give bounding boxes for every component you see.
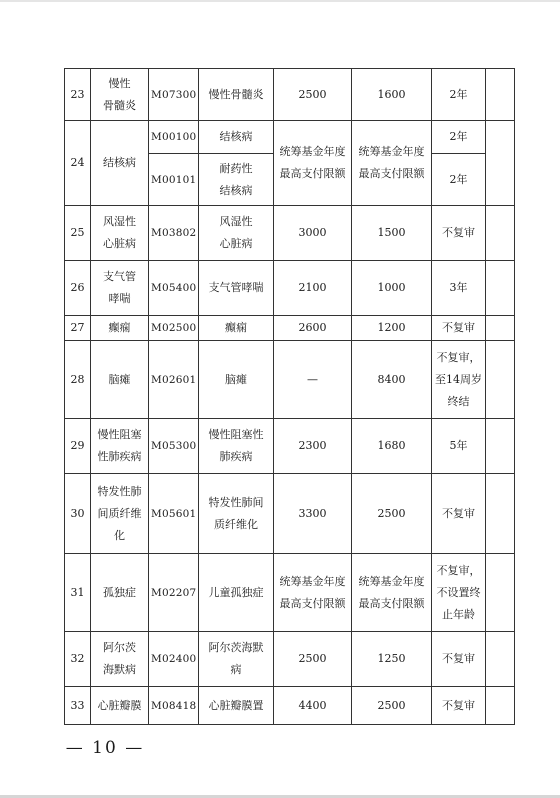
payment-cap: 统筹基金年度 最高支付限额: [352, 121, 432, 206]
disease-name: 风湿性 心脏病: [199, 206, 274, 261]
payment-cap: 1000: [352, 261, 432, 316]
disease-name: 支气管哮喘: [199, 261, 274, 316]
table-row: [65, 341, 515, 419]
fund-amount: —: [274, 341, 352, 419]
table-row: [65, 261, 515, 316]
blank-cell: [486, 69, 515, 121]
disease-category: 特发性肺 间质纤维 化: [91, 474, 149, 554]
blank-cell: [486, 121, 515, 206]
disease-category: 阿尔茨 海默病: [91, 632, 149, 687]
row-number: 28: [65, 341, 91, 419]
table-row: [65, 316, 515, 341]
disease-name: 结核病: [199, 121, 274, 154]
payment-cap: 2500: [352, 474, 432, 554]
payment-cap: 1680: [352, 419, 432, 474]
review-period: 不复审: [432, 316, 486, 341]
disease-category: 风湿性 心脏病: [91, 206, 149, 261]
blank-cell: [486, 316, 515, 341]
disease-code: M02500: [149, 316, 199, 341]
blank-cell: [486, 474, 515, 554]
disease-name: 脑瘫: [199, 341, 274, 419]
payment-cap: 1250: [352, 632, 432, 687]
fund-amount: 统筹基金年度 最高支付限额: [274, 121, 352, 206]
disease-code: M05300: [149, 419, 199, 474]
disease-code: M02400: [149, 632, 199, 687]
table-row: [65, 474, 515, 554]
review-period: 不复审: [432, 687, 486, 725]
table-row: [65, 69, 515, 121]
review-period: 不复审: [432, 632, 486, 687]
disease-code: M07300: [149, 69, 199, 121]
payment-cap: 统筹基金年度 最高支付限额: [352, 554, 432, 632]
disease-code: M00100: [149, 121, 199, 154]
disease-category: 脑瘫: [91, 341, 149, 419]
review-period: 5年: [432, 419, 486, 474]
disease-code: M02601: [149, 341, 199, 419]
row-number: 33: [65, 687, 91, 725]
page-top-edge: [0, 0, 560, 2]
row-number: 25: [65, 206, 91, 261]
payment-cap: 1600: [352, 69, 432, 121]
review-period: 不复审， 不设置终 止年龄: [432, 554, 486, 632]
payment-cap: 1200: [352, 316, 432, 341]
blank-cell: [486, 261, 515, 316]
disease-code: M08418: [149, 687, 199, 725]
disease-name: 阿尔茨海默 病: [199, 632, 274, 687]
review-period: 2年: [432, 69, 486, 121]
row-number: 30: [65, 474, 91, 554]
page-number: — 10 —: [65, 738, 145, 758]
disease-name: 特发性肺间 质纤维化: [199, 474, 274, 554]
blank-cell: [486, 554, 515, 632]
disease-payment-table: [64, 68, 515, 725]
disease-name: 心脏瓣膜置: [199, 687, 274, 725]
disease-code: M05601: [149, 474, 199, 554]
disease-code: M05400: [149, 261, 199, 316]
disease-category: 结核病: [91, 121, 149, 206]
fund-amount: 2600: [274, 316, 352, 341]
fund-amount: 2500: [274, 632, 352, 687]
fund-amount: 2300: [274, 419, 352, 474]
table-row: [65, 687, 515, 725]
fund-amount: 2100: [274, 261, 352, 316]
table-row: [65, 632, 515, 687]
disease-code: M03802: [149, 206, 199, 261]
payment-cap: 1500: [352, 206, 432, 261]
blank-cell: [486, 419, 515, 474]
disease-name: 耐药性 结核病: [199, 154, 274, 206]
fund-amount: 2500: [274, 69, 352, 121]
table-row: [65, 554, 515, 632]
disease-category: 心脏瓣膜: [91, 687, 149, 725]
payment-cap: 8400: [352, 341, 432, 419]
row-number: 23: [65, 69, 91, 121]
blank-cell: [486, 632, 515, 687]
row-number: 31: [65, 554, 91, 632]
review-period: 不复审: [432, 206, 486, 261]
disease-code: M02207: [149, 554, 199, 632]
blank-cell: [486, 341, 515, 419]
disease-category: 孤独症: [91, 554, 149, 632]
disease-name: 儿童孤独症: [199, 554, 274, 632]
fund-amount: 3000: [274, 206, 352, 261]
fund-amount: 统筹基金年度 最高支付限额: [274, 554, 352, 632]
disease-name: 慢性骨髓炎: [199, 69, 274, 121]
review-period: 2年: [432, 154, 486, 206]
row-number: 32: [65, 632, 91, 687]
disease-code: M00101: [149, 154, 199, 206]
table-row: [65, 206, 515, 261]
review-period: 不复审， 至14周岁 终结: [432, 341, 486, 419]
disease-category: 慢性阻塞 性肺疾病: [91, 419, 149, 474]
row-number: 26: [65, 261, 91, 316]
blank-cell: [486, 687, 515, 725]
table-row: [65, 121, 515, 154]
review-period: 2年: [432, 121, 486, 154]
fund-amount: 4400: [274, 687, 352, 725]
blank-cell: [486, 206, 515, 261]
fund-amount: 3300: [274, 474, 352, 554]
review-period: 不复审: [432, 474, 486, 554]
disease-category: 慢性 骨髓炎: [91, 69, 149, 121]
row-number: 29: [65, 419, 91, 474]
row-number: 24: [65, 121, 91, 206]
payment-cap: 2500: [352, 687, 432, 725]
table-row: [65, 419, 515, 474]
review-period: 3年: [432, 261, 486, 316]
disease-category: 支气管 哮喘: [91, 261, 149, 316]
row-number: 27: [65, 316, 91, 341]
disease-category: 癫痫: [91, 316, 149, 341]
disease-name: 癫痫: [199, 316, 274, 341]
disease-name: 慢性阻塞性 肺疾病: [199, 419, 274, 474]
